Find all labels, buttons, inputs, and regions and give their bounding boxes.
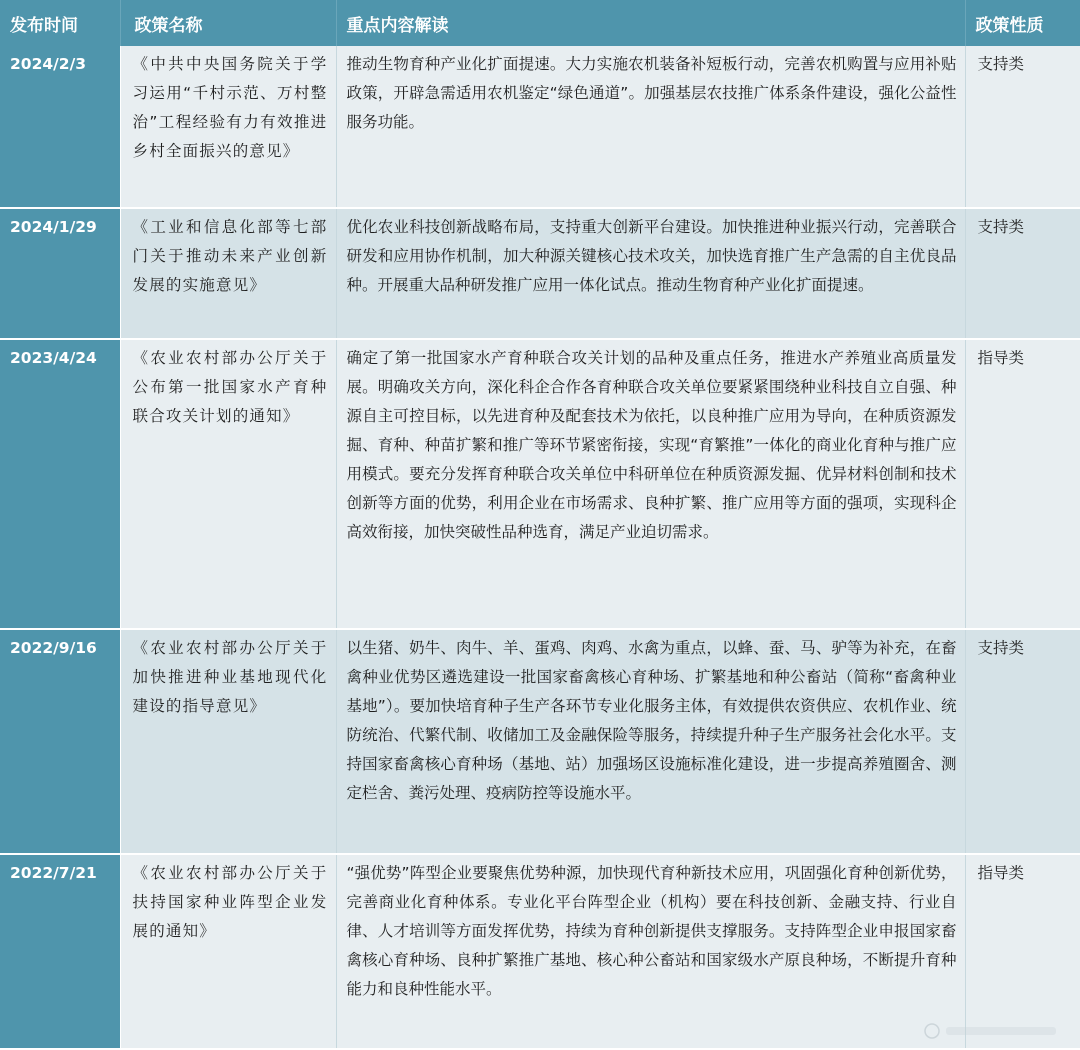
release-date-cell: 2024/1/29: [0, 208, 120, 339]
table-row: [0, 854, 1080, 1049]
key-content-cell: “强优势”阵型企业要聚焦优势种源，加快现代育种新技术应用，巩固强化育种创新优势，完善商业化育种体系。专业化平台阵型企业（机构）要在科技创新、金融支持、行业自律、人才培训等方面发挥优势，持续为育种创新提供支撑服务。支持阵型企业申报国家畜禽核心育种场、良种扩繁推广基地、核心种公畜站和国家级水产原良种场，不断提升育种能力和良种性能水平。: [336, 854, 965, 1049]
table-row: [0, 629, 1080, 854]
policy-name-cell: 《中共中央国务院关于学习运用“千村示范、万村整治”工程经验有力有效推进乡村全面振兴的意见》: [120, 46, 336, 208]
release-date-cell: 2023/4/24: [0, 339, 120, 629]
policy-name-cell: 《农业农村部办公厅关于公布第一批国家水产育种联合攻关计划的通知》: [120, 339, 336, 629]
policy-type-cell: 支持类: [965, 46, 1080, 208]
release-date-cell: 2022/9/16: [0, 629, 120, 854]
table-row: [0, 46, 1080, 208]
policy-type-cell: 支持类: [965, 208, 1080, 339]
key-content-cell: 优化农业科技创新战略布局，支持重大创新平台建设。加快推进种业振兴行动，完善联合研发和应用协作机制，加大种源关键核心技术攻关，加快选育推广生产急需的自主优良品种。开展重大品种研发推广应用一体化试点。推动生物育种产业化扩面提速。: [336, 208, 965, 339]
table-row: [0, 208, 1080, 339]
watermark-logo: [922, 1017, 1062, 1045]
key-content-cell: 以生猪、奶牛、肉牛、羊、蛋鸡、肉鸡、水禽为重点，以蜂、蚕、马、驴等为补充，在畜禽种业优势区遴选建设一批国家畜禽核心育种场、扩繁基地和种公畜站（简称“畜禽种业基地”）。要加快培育种子生产各环节专业化服务主体，有效提供农资供应、农机作业、统防统治、代繁代制、收储加工及金融保险等服务，持续提升种子生产服务社会化水平。支持国家畜禽核心育种场（基地、站）加强场区设施标准化建设，进一步提高养殖圈舍、测定栏舍、粪污处理、疫病防控等设施水平。: [336, 629, 965, 854]
policy-type-cell: 支持类: [965, 629, 1080, 854]
key-content-cell: 推动生物育种产业化扩面提速。大力实施农机装备补短板行动，完善农机购置与应用补贴政策，开辟急需适用农机鉴定“绿色通道”。加强基层农技推广体系条件建设，强化公益性服务功能。: [336, 46, 965, 208]
header-key-content: 重点内容解读: [336, 0, 965, 46]
policy-name-cell: 《工业和信息化部等七部门关于推动未来产业创新发展的实施意见》: [120, 208, 336, 339]
release-date-cell: 2022/7/21: [0, 854, 120, 1049]
header-release-date: 发布时间: [0, 0, 120, 46]
table-row: [0, 339, 1080, 629]
key-content-cell: 确定了第一批国家水产育种联合攻关计划的品种及重点任务，推进水产养殖业高质量发展。明确攻关方向，深化科企合作各育种联合攻关单位要紧紧围绕种业科技自立自强、种源自主可控目标，以先进育种及配套技术为依托，以良种推广应用为导向，在种质资源发掘、育种、种苗扩繁和推广等环节紧密衔接，实现“育繁推”一体化的商业化育种与推广应用模式。要充分发挥育种联合攻关单位中科研单位在种质资源发掘、优异材料创制和技术创新等方面的优势，利用企业在市场需求、良种扩繁、推广应用等方面的强项，实现科企高效衔接，加快突破性品种选育，满足产业迫切需求。: [336, 339, 965, 629]
policy-name-cell: 《农业农村部办公厅关于扶持国家种业阵型企业发展的通知》: [120, 854, 336, 1049]
policy-type-cell: 指导类: [965, 339, 1080, 629]
release-date-cell: 2024/2/3: [0, 46, 120, 208]
policy-name-cell: 《农业农村部办公厅关于加快推进种业基地现代化建设的指导意见》: [120, 629, 336, 854]
policy-type-cell: 指导类: [965, 854, 1080, 1049]
header-policy-type: 政策性质: [965, 0, 1080, 46]
header-policy-name: 政策名称: [120, 0, 336, 46]
table-header-row: [0, 0, 1080, 46]
